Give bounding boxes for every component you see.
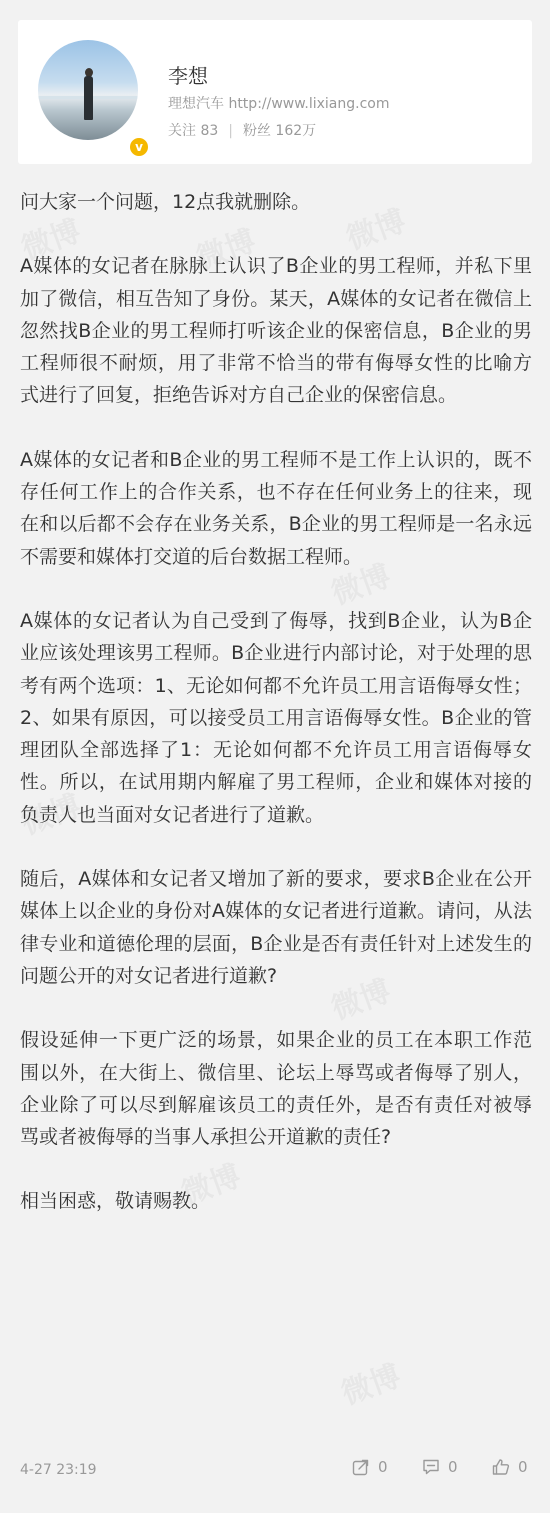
post-paragraph: A媒体的女记者认为自己受到了侮辱，找到B企业，认为B企业应该处理该男工程师。B企业进行内部讨论，对于处理的思考有两个选项：1、无论如何都不允许员工用言语侮辱女性；2、如果有原因，可以接受员工用言语侮辱女性。B企业的管理团队全部选择了1：无论如何都不允许员工用言语侮辱女性。所以，在试用期内解雇了男工程师，企业和媒体对接的负责人也当面对女记者进行了道歉。 <box>20 609 532 826</box>
avatar-person-body <box>84 76 93 120</box>
watermark <box>334 1351 405 1413</box>
post-paragraph: 随后，A媒体和女记者又增加了新的要求，要求B企业在公开媒体上以企业的身份对A媒体的女记者进行道歉。请问，从法律专业和道德伦理的层面，B企业是否有责任针对上述发生的问题公开的对女记者进行道歉? <box>20 868 532 987</box>
repost-button[interactable] <box>352 1458 388 1476</box>
post-timestamp: 4-27 23:19 <box>20 1462 97 1478</box>
user-stats <box>168 120 316 140</box>
like-count: 0 <box>518 1458 528 1476</box>
user-name[interactable]: 李想 <box>168 64 208 88</box>
post-paragraph: A媒体的女记者在脉脉上认识了B企业的男工程师，并私下里加了微信，相互告知了身份。某天，A媒体的女记者在微信上忽然找B企业的男工程师打听该企业的保密信息，B企业的男工程师很不耐烦，用了非常不恰当的带有侮辱女性的比喻方式进行了回复，拒绝告诉对方自己企业的保密信息。 <box>20 255 532 407</box>
post-paragraph: A媒体的女记者和B企业的男工程师不是工作上认识的，既不存任何工作上的合作关系，也不存在任何业务上的往来，现在和以后都不会存在业务关系，B企业的男工程师是一名永远不需要和媒体打交道的后台数据工程师。 <box>20 448 532 568</box>
post-body <box>20 186 532 1250</box>
comment-button[interactable] <box>422 1458 458 1476</box>
fans-count[interactable]: 粉丝 162万 <box>242 123 317 139</box>
repost-icon <box>352 1458 370 1476</box>
user-description: 理想汽车 http://www.lixiang.com <box>168 96 390 112</box>
comment-count: 0 <box>448 1458 458 1476</box>
post-paragraph: 假设延伸一下更广泛的场景，如果企业的员工在本职工作范围以外，在大街上、微信里、论坛上辱骂或者侮辱了别人，企业除了可以尽到解雇该员工的责任外，是否有责任对被辱骂或者被侮辱的当事人承担公开道歉的责任? <box>20 1029 532 1149</box>
post-paragraph: 相当困惑，敬请赐教。 <box>20 1190 211 1213</box>
stats-separator: | <box>228 123 233 139</box>
comment-icon <box>422 1458 440 1476</box>
thumbs-up-icon <box>492 1458 510 1476</box>
verified-badge-icon: v <box>128 136 150 158</box>
avatar[interactable] <box>38 40 138 140</box>
profile-card[interactable] <box>18 20 532 164</box>
repost-count: 0 <box>378 1458 388 1476</box>
following-count[interactable]: 关注 83 <box>168 123 219 139</box>
post-footer <box>0 1456 550 1490</box>
like-button[interactable] <box>492 1458 528 1476</box>
post-paragraph: 问大家一个问题，12点我就删除。 <box>20 191 311 213</box>
